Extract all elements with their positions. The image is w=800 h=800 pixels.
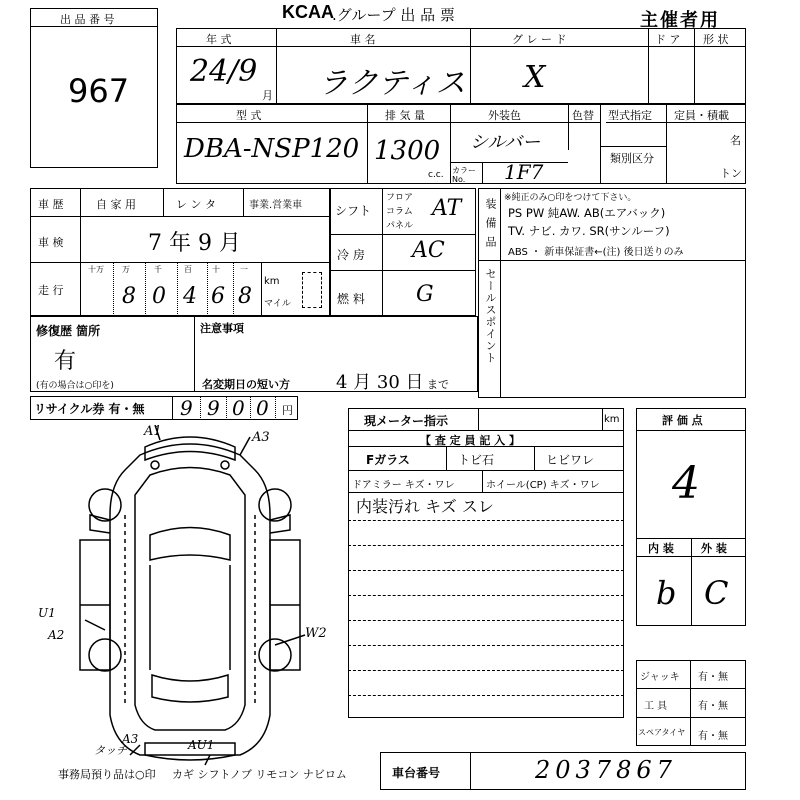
accessory-tools-label: 工 具 <box>644 701 668 712</box>
meter-reading-label: 現メーター指示 <box>364 414 449 428</box>
chassis-number-value: 2037867 <box>535 756 677 784</box>
repair-history-value: 有 <box>54 349 77 374</box>
ac-value: AC <box>412 238 445 263</box>
chassis-number-label: 車台番号 <box>392 766 441 780</box>
capacity-label: 定員・積載 <box>674 109 729 122</box>
lot-number: 967 <box>68 72 130 110</box>
recycle-label: リサイクル券 有・無 <box>34 402 145 416</box>
score-label: 評 価 点 <box>662 414 703 427</box>
exterior-color-value: シルバー <box>470 132 541 153</box>
exterior-color-label: 外装色 <box>488 109 521 122</box>
shift-value: AT <box>432 196 462 221</box>
stone-chip-label: トビ石 <box>458 453 495 467</box>
mileage-label: 走 行 <box>38 284 64 297</box>
name-change-expiry-label: 名変期日の短い方 <box>202 378 290 391</box>
history-label: 車 歴 <box>38 198 64 211</box>
grade-label: グ レ ー ド <box>512 33 567 46</box>
mileage-digit: 6 <box>211 284 225 309</box>
history-rental: レ ン タ <box>176 198 216 211</box>
interior-grade: b <box>656 574 677 612</box>
inspector-notes-title: 【 査 定 員 記 入 】 <box>420 434 520 447</box>
digit-label-10: 十 <box>212 265 220 274</box>
wheel-label: ホイール(CP) キズ・ワレ <box>486 480 600 491</box>
exterior-grade: C <box>704 574 729 612</box>
form-title: .グループ 出 品 票 <box>332 6 455 24</box>
ac-label: 冷 房 <box>337 248 365 262</box>
recycle-digit: 9 <box>180 396 193 420</box>
crack-label: ヒビワレ <box>546 453 595 467</box>
lot-number-label: 出 品 番 号 <box>60 13 115 26</box>
sales-point-label: セールスポイント <box>484 268 497 364</box>
accessory-tools-value: 有・無 <box>698 701 728 712</box>
equipment-line-3: ABS ・ 新車保証書←(注) 後日送りのみ <box>508 247 684 258</box>
mark-a1: A1 <box>144 424 162 439</box>
digit-label-100k: 十万 <box>88 265 104 274</box>
km-unit: km <box>264 276 280 287</box>
accessory-spare-label: スペアタイヤ <box>638 728 686 737</box>
mileage-digit: 8 <box>122 284 136 309</box>
door-label: ド ア <box>655 33 681 46</box>
recycle-digit: 9 <box>207 396 220 420</box>
shift-label: シフト <box>335 204 372 218</box>
digit-label-10k: 万 <box>122 265 130 274</box>
repaint-label: 色替 <box>572 109 594 122</box>
office-custody-note: 事務局預り品は○印 <box>58 768 156 781</box>
accessory-spare-value: 有・無 <box>698 731 728 742</box>
model-value: DBA-NSP120 <box>184 134 360 164</box>
mark-w2: W2 <box>305 626 327 641</box>
displacement-value: 1300 <box>374 136 441 166</box>
grade-value: X <box>524 60 546 95</box>
mark-au1: AU1 <box>188 738 215 752</box>
mark-u1: U1 <box>38 606 56 620</box>
model-label: 型 式 <box>236 109 262 122</box>
digit-label-1k: 千 <box>154 265 162 274</box>
car-name-value: ラクティス <box>318 66 466 101</box>
shift-column: コラム <box>386 207 413 217</box>
windshield-label: Fガラス <box>366 453 410 467</box>
exterior-label: 外 装 <box>701 542 727 555</box>
custody-items: カギ シフトノブ リモコン ナビロム <box>172 768 347 781</box>
shaken-label: 車 検 <box>38 236 64 249</box>
mileage-digit: 0 <box>152 284 166 309</box>
car-name-label: 車 名 <box>350 33 376 46</box>
displacement-label: 排 気 量 <box>385 109 425 122</box>
shaken-value: 7 年 9 月 <box>148 231 241 256</box>
recycle-unit: 円 <box>282 404 293 417</box>
equipment-note: ※純正のみ○印をつけて下さい。 <box>504 193 637 203</box>
color-code-value: 1F7 <box>504 160 544 184</box>
digit-label-100: 百 <box>184 265 192 274</box>
recycle-digit: 0 <box>256 396 269 420</box>
digit-label-1: 一 <box>240 265 248 274</box>
mark-a3-bottom: A3 <box>122 732 139 746</box>
brand-logo: KCAA <box>282 2 334 22</box>
ton-unit: トン <box>720 167 742 180</box>
repair-history-note: (有の場合は○印を) <box>36 381 114 391</box>
cc-label: c.c. <box>428 170 444 180</box>
name-change-expiry-value: 4 月 30 日 <box>336 372 424 393</box>
car-damage-diagram <box>60 425 320 770</box>
history-private: 自 家 用 <box>96 198 136 211</box>
accessory-jack-value: 有・無 <box>698 672 728 683</box>
shift-floor: フロア <box>386 193 414 203</box>
inspection-note: 内装汚れ キズ スレ <box>356 497 494 516</box>
caution-label: 注意事項 <box>200 322 244 335</box>
accessory-jack-label: ジャッキ <box>640 672 680 683</box>
equipment-line-1: PS PW 純AW. AB(エアバック) <box>508 206 666 220</box>
name-change-expiry-suffix: まで <box>427 378 449 391</box>
mark-touch: タッチ <box>94 744 127 757</box>
mileage-digit: 4 <box>183 284 197 309</box>
interior-label: 内 装 <box>648 542 674 555</box>
equipment-label: 装備品 <box>484 198 497 255</box>
history-commercial: 事業.営業車 <box>249 200 303 211</box>
equipment-line-2: TV. ナビ. カワ. SR(サンルーフ) <box>508 224 670 238</box>
mile-unit: マイル <box>264 299 291 309</box>
mark-a2: A2 <box>48 628 65 642</box>
fuel-value: G <box>416 282 434 307</box>
mark-a3-top: A3 <box>252 430 270 445</box>
year-label: 年 式 <box>206 33 232 46</box>
type-designation-label: 型式指定 <box>608 109 652 122</box>
category-label: 類別区分 <box>610 152 654 165</box>
year-value: 24/9 <box>190 54 258 89</box>
shape-label: 形 状 <box>703 33 729 46</box>
year-month-suffix: 月 <box>262 89 273 102</box>
person-unit: 名 <box>730 134 741 147</box>
color-code-label: カラーNo. <box>452 166 476 184</box>
fuel-label: 燃 料 <box>337 292 365 306</box>
meter-km-unit: km <box>604 414 620 425</box>
shift-panel: パネル <box>386 221 414 231</box>
organizer-label: 主催者用 <box>640 10 720 31</box>
door-mirror-label: ドアミラー キズ・ワレ <box>352 480 455 491</box>
score-value: 4 <box>672 458 700 509</box>
mileage-digit: 8 <box>238 284 252 309</box>
recycle-digit: 0 <box>232 396 245 420</box>
repair-history-label: 修復歴 箇所 <box>36 324 101 338</box>
